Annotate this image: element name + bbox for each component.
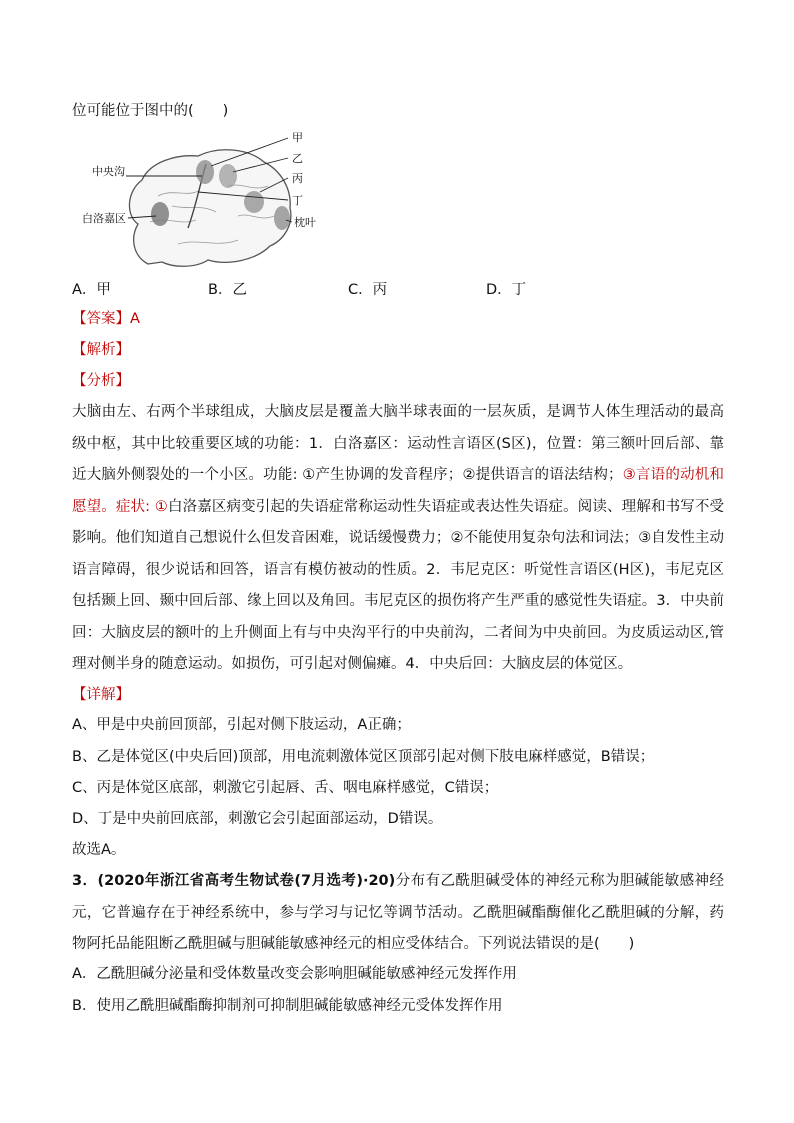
detail-c: C、丙是体觉区底部，刺激它引起唇、舌、咽电麻样感觉，C错误；: [72, 780, 499, 796]
region-broca: [151, 202, 169, 226]
question-3: [72, 866, 724, 961]
answer-tag: 【答案】: [72, 311, 130, 327]
q3-source: (2020年浙江省高考生物试卷(7月选考)·20): [97, 873, 396, 889]
label-broca: 白洛嘉区: [82, 212, 126, 225]
detail-a: A、甲是中央前回顶部，引起对侧下肢运动，A正确；: [72, 717, 411, 733]
analysis-text-1: 大脑由左、右两个半球组成，大脑皮层是覆盖大脑半球表面的一层灰质，是调节人体生理活动的最高级中枢，其中比较重要区域的功能：1．白洛嘉区：运动性言语区(S区)，位置：第三额叶回后部、靠近大脑外侧裂处的一个小区。功能: ①产生协调的发音程序；②提供语言的语法结构；: [72, 404, 724, 483]
brain-diagram: [78, 126, 328, 274]
region-occipital: [274, 206, 290, 230]
label-jia: 甲: [292, 131, 303, 144]
label-bing: 丙: [292, 172, 303, 185]
answer-value: A: [130, 311, 140, 327]
option-a: A．甲: [72, 282, 111, 298]
option-c: C．丙: [348, 282, 388, 298]
analysis-paragraph: [72, 397, 724, 681]
q3-number: 3．: [72, 873, 98, 889]
option-b: B．乙: [208, 282, 247, 298]
label-occipital: 枕叶: [294, 216, 316, 229]
analysis-text-2: 白洛嘉区病变引起的失语症常称运动性失语症或表达性失语症。阅读、理解和书写不受影响。他们知道自己想说什么但发音困难，说话缓慢费力；②不能使用复杂句法和词法；③自发性主动语言障碍，很少说话和回答，语言有模仿被动的性质。2．韦尼克区：听觉性言语区(H区)，韦尼克区包括颞上回、颞中回后部、缘上回以及角回。韦尼克区的损伤将产生严重的感觉性失语症。3．中央前回：大脑皮层的额叶的上升侧面上有与中央沟平行的中央前沟，二者间为中央前回。为皮质运动区,管理对侧半身的随意运动。如损伤，可引起对侧偏瘫。4．中央后回：大脑皮层的体觉区。: [72, 498, 724, 672]
q3-option-a: A．乙酰胆碱分泌量和受体数量改变会影响胆碱能敏感神经元发挥作用: [72, 966, 517, 982]
question-stem-tail: 位可能位于图中的( ): [72, 103, 229, 119]
detail-b: B、乙是体觉区(中央后回)顶部，用电流刺激体觉区顶部引起对侧下肢电麻样感觉，B错误；: [72, 749, 655, 765]
answer-line: [72, 309, 140, 329]
label-central-sulcus: 中央沟: [92, 165, 125, 178]
detail-d: D、丁是中央前回底部，刺激它会引起面部运动，D错误。: [72, 811, 443, 827]
analysis-tag: 【解析】: [72, 342, 130, 358]
analysis-text-red: ③言语的动机和愿望。症状: ①: [72, 467, 724, 515]
label-ding: 丁: [292, 194, 303, 207]
brain-figure: [78, 126, 328, 274]
region-jia: [196, 160, 214, 184]
q3-stem: 分布有乙酰胆碱受体的神经元称为胆碱能敏感神经元，它普遍存在于神经系统中，参与学习与记忆等调节活动。乙酰胆碱酯酶催化乙酰胆碱的分解，药物阿托品能阻断乙酰胆碱与胆碱能敏感神经元的相应受体结合。下列说法错误的是( ): [72, 873, 725, 952]
detail-tag: 【详解】: [72, 687, 130, 703]
option-d: D．丁: [486, 282, 527, 298]
conclusion: 故选A。: [72, 842, 126, 858]
region-yi: [219, 164, 237, 188]
label-yi: 乙: [292, 152, 303, 165]
region-bing: [244, 191, 264, 213]
fenxi-tag: 【分析】: [72, 373, 130, 389]
q3-option-b: B．使用乙酰胆碱酯酶抑制剂可抑制胆碱能敏感神经元受体发挥作用: [72, 998, 503, 1014]
